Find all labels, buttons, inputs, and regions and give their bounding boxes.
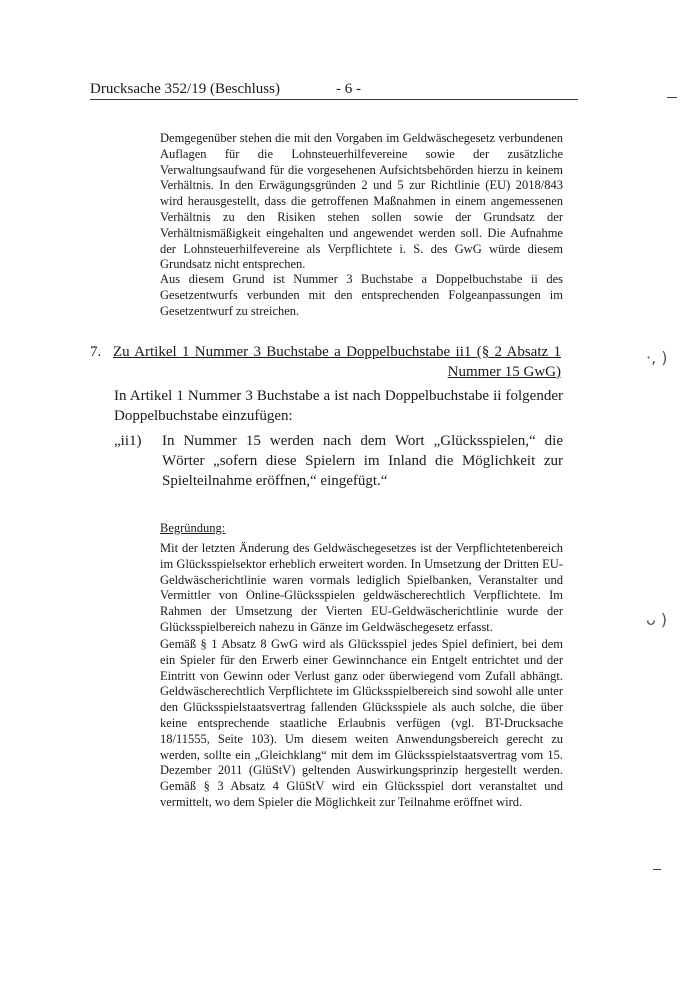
paragraph: Gemäß § 1 Absatz 8 GwG wird als Glücksspiel jedes Spiel definiert, bei dem ein Spieler für den Erwerb einer Gewinnchance ein Entgelt entrichtet und der Eintritt von Gewinn oder Verlust ganz oder überwiegend vom Zufall abhängt. Geldwäscherechtlich Verpflichtete im Glücksspielbereich sind sowohl alle unter den Glücksspielstaatsvertrag fallenden Glücksspiele als auch solche, die über keine entsprechende staatliche Erlaubnis verfügen (vgl. BT-Drucksache 18/11555, Seite 103). Um diesem weiten Anwendungsbereich gerecht zu werden, sollte ein „Gleichklang“ mit dem im Glücksspielstaatsvertrag vom 15. Dezember 2011 (GlüStV) geltenden Auswirkungsprinzip hergestellt werden. Gemäß § 3 Absatz 4 GlüStV wird ein Glücksspiel dort veranstaltet und vermittelt, wo dem Spieler die Möglichkeit zur Teilnahme eröffnet wird. [160,637,563,809]
page-number: - 6 - [336,81,361,97]
justification-title: Begründung: [160,521,226,535]
page-header [90,80,578,100]
paragraph-block [160,541,563,636]
paragraph-block [160,637,563,811]
paragraph-block [160,131,563,273]
punch-hole-mark: ·, ) [646,348,668,367]
scan-dash [667,97,677,98]
paragraph: Mit der letzten Änderung des Geldwäschegesetzes ist der Verpflichtetenbereich im Glücksspielsektor erheblich erweitert worden. In Umsetzung der Dritten EU-Geldwäscherichtlinie waren vormals lediglich Spielbanken, Veranstalter und Vermittler von Online-Glücksspielen geldwäscherechtlich Verpflichtete. Im Rahmen der Umsetzung der Vierten EU-Geldwäscherichtlinie wurde der Glücksspielbereich nahezu in Gänze im Geldwäschegesetz erfasst. [160,541,563,634]
paragraph: Demgegenüber stehen die mit den Vorgaben im Geldwäschegesetz verbundenen Auflagen für die Lohnsteuerhilfevereine sowie der zusätzliche Verwaltungsaufwand für die vorgesehenen Aufsichtsbehörden hierzu in keinem Verhältnis. In den Erwägungsgründen 2 und 5 zur Richtlinie (EU) 2018/843 wird herausgestellt, dass die getroffenen Maßnahmen in einem angemessenen Verhältnis zu den Risiken stehen sollen sowie der Grundsatz der Verhältnismäßigkeit eingehalten und angewendet werden soll. Die Aufnahme der Lohnsteuerhilfevereine als Verpflichtete i. S. des GwG würde diesem Grundsatz nicht entsprechen. [160,131,563,272]
section-heading-line: Nummer 15 GwG) [447,364,561,380]
section-heading-line: Zu Artikel 1 Nummer 3 Buchstabe a Doppelbuchstabe ii1 (§ 2 Absatz 1 [113,344,561,360]
paragraph: Aus diesem Grund ist Nummer 3 Buchstabe a Doppelbuchstabe ii des Gesetzentwurfs verbunden mit den entsprechenden Folgeanpassungen im Gesetzentwurf zu streichen. [160,272,563,318]
paragraph-block [160,272,563,319]
amendment-intro: In Artikel 1 Nummer 3 Buchstabe a ist nach Doppelbuchstabe ii folgender Doppelbuchstabe einzufügen: [114,388,563,424]
punch-hole-mark: ᴗ ) [646,610,668,629]
amendment-text: In Nummer 15 werden nach dem Wort „Glücksspielen,“ die Wörter „sofern diese Spielern im Inland die Möglichkeit zur Spielteilnahme eröffnen,“ eingefügt.“ [162,433,563,489]
scan-dash [653,869,661,870]
amendment-label: „ii1) [114,433,142,449]
section-number: 7. [90,344,102,360]
document-number: Drucksache 352/19 (Beschluss) [90,81,280,97]
